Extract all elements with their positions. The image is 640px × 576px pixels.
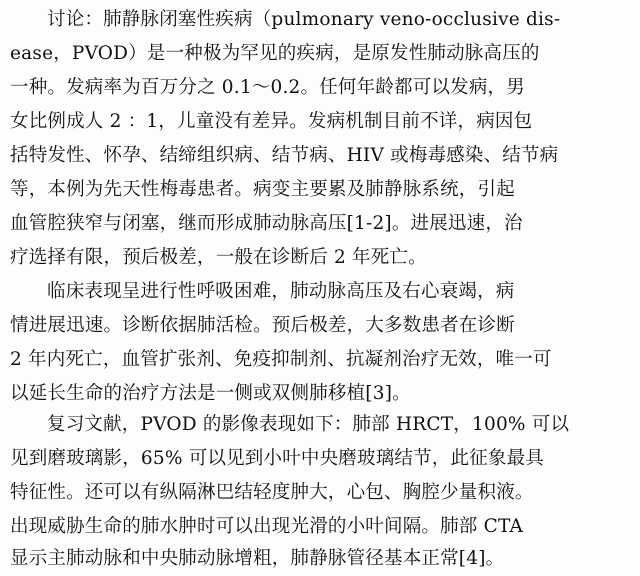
text-line-content: 女比例成人 2 ：1，儿童没有差异。发病机制目前不详，病因包 [10,111,533,132]
text-line-content: 血管腔狭窄与闭塞，继而形成肺动脉高压[1-2]。进展迅速，治 [10,213,523,234]
text-line-content: 以延长生命的治疗方法是一侧或双侧肺移植[3]。 [10,383,411,404]
text-line-content: 复习文献，PVOD 的影像表现如下：肺部 HRCT，100% 可以 [47,414,570,435]
text-line-content: 等，本例为先天性梅毒患者。病变主要累及肺静脉系统，引起 [10,179,515,200]
text-line [10,542,640,576]
text-line-content: 2 年内死亡，血管扩张剂、免疫抑制剂、抗凝剂治疗无效，唯一可 [10,349,552,370]
text-line [10,442,640,476]
text-line [10,476,640,510]
text-line-content: 讨论：肺静脉闭塞性疾病（pulmonary veno-occlusive dis- [47,9,561,30]
text-line-content: 情进展迅速。诊断依据肺活检。预后极差，大多数患者在诊断 [10,315,515,336]
text-line-content: 特征性。还可以有纵隔淋巴结轻度肿大，心包、胸腔少量积液。 [10,482,534,503]
text-line-content: 见到磨玻璃影，65% 可以见到小叶中央磨玻璃结节，此征象最具 [10,448,545,469]
text-line-content: 一种。发病率为百万分之 0.1～0.2。任何年龄都可以发病，男 [10,77,525,98]
text-line [10,510,640,544]
text-line-content: 临床表现呈进行性呼吸困难，肺动脉高压及右心衰竭，病 [47,281,515,302]
text-line-content: ease，PVOD）是一种极为罕见的疾病，是原发性肺动脉高压的 [10,43,540,64]
text-line-content: 疗选择有限，预后极差，一般在诊断后 2 年死亡。 [10,247,427,268]
text-line [47,408,640,442]
text-line-content: 括特发性、怀孕、结缔组织病、结节病、HIV 或梅毒感染、结节病 [10,145,559,166]
text-line-content: 出现威胁生命的肺水肿时可以出现光滑的小叶间隔。肺部 CTA [10,516,524,537]
text-line-content: 显示主肺动脉和中央肺动脉增粗，肺静脉管径基本正常[4]。 [10,548,505,569]
